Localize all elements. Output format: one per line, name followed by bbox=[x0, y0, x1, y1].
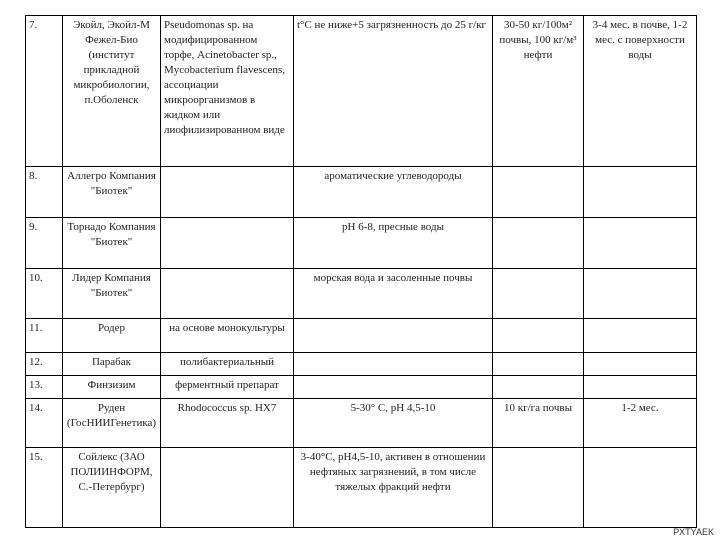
cell-org bbox=[161, 448, 294, 528]
cell-name: Финзизим bbox=[63, 376, 161, 399]
table-row bbox=[26, 319, 697, 353]
biopreparations-table bbox=[25, 15, 697, 528]
cell-time bbox=[584, 319, 697, 353]
cell-dose bbox=[493, 319, 584, 353]
cell-name: Сойлекс (ЗАО ПОЛИИНФОРМ, С.-Петербург) bbox=[63, 448, 161, 528]
cell-org: ферментный препарат bbox=[161, 376, 294, 399]
cell-num: 12. bbox=[26, 353, 63, 376]
cell-time bbox=[584, 376, 697, 399]
cell-num: 9. bbox=[26, 218, 63, 269]
cell-org: Rhodococcus sp. HX7 bbox=[161, 399, 294, 448]
cell-name: Парабак bbox=[63, 353, 161, 376]
cell-time bbox=[584, 269, 697, 319]
cell-dose bbox=[493, 376, 584, 399]
cell-cond: морская вода и засоленные почвы bbox=[294, 269, 493, 319]
cell-num: 10. bbox=[26, 269, 63, 319]
cell-time bbox=[584, 353, 697, 376]
cell-time: 1-2 мес. bbox=[584, 399, 697, 448]
cell-org: на основе монокультуры bbox=[161, 319, 294, 353]
cell-dose bbox=[493, 269, 584, 319]
cell-dose: 10 кг/га почвы bbox=[493, 399, 584, 448]
cell-cond: ароматические углеводороды bbox=[294, 167, 493, 218]
cell-dose bbox=[493, 218, 584, 269]
cell-num: 11. bbox=[26, 319, 63, 353]
cell-num: 15. bbox=[26, 448, 63, 528]
cell-org: Pseudomonas sp. на модифицированном торфе, Acinetobacter sp., Mycobacterium flavescens, ассоциации микроорганизмов в жидком или лиофилизированном виде bbox=[161, 16, 294, 167]
cell-dose bbox=[493, 353, 584, 376]
cell-dose bbox=[493, 448, 584, 528]
cell-org bbox=[161, 218, 294, 269]
cell-name: Торнадо Компания "Биотек" bbox=[63, 218, 161, 269]
cell-num: 13. bbox=[26, 376, 63, 399]
cell-name: Руден (ГосНИИГенетика) bbox=[63, 399, 161, 448]
cell-dose bbox=[493, 167, 584, 218]
cell-name: Аллегро Компания "Биотек" bbox=[63, 167, 161, 218]
cell-org bbox=[161, 167, 294, 218]
cell-time bbox=[584, 167, 697, 218]
cell-org: полибактериальный bbox=[161, 353, 294, 376]
cell-cond: 3-40°C, pH4,5-10, активен в отношении нефтяных загрязнений, в том числе тяжелых фракций нефти bbox=[294, 448, 493, 528]
table-row bbox=[26, 376, 697, 399]
cell-dose: 30-50 кг/100м² почвы, 100 кг/м³ нефти bbox=[493, 16, 584, 167]
cell-cond: 5-30° C, pH 4,5-10 bbox=[294, 399, 493, 448]
cell-name: Родер bbox=[63, 319, 161, 353]
cell-name: Экойл, Экойл-М Фежел-Био (институт прикладной микробиологии, п.Оболенск bbox=[63, 16, 161, 167]
cell-cond: pH 6-8, пресные воды bbox=[294, 218, 493, 269]
cell-num: 7. bbox=[26, 16, 63, 167]
cell-cond bbox=[294, 376, 493, 399]
watermark: PXTYAEK bbox=[673, 527, 714, 537]
cell-name: Лидер Компания "Биотек" bbox=[63, 269, 161, 319]
table-row bbox=[26, 399, 697, 448]
table-row bbox=[26, 448, 697, 528]
table-row bbox=[26, 167, 697, 218]
cell-num: 8. bbox=[26, 167, 63, 218]
cell-time bbox=[584, 218, 697, 269]
cell-num: 14. bbox=[26, 399, 63, 448]
cell-time: 3-4 мес. в почве, 1-2 мес. с поверхности воды bbox=[584, 16, 697, 167]
table-row bbox=[26, 16, 697, 167]
cell-time bbox=[584, 448, 697, 528]
cell-cond bbox=[294, 319, 493, 353]
cell-cond: t°C не ниже+5 загрязненность до 25 г/кг bbox=[294, 16, 493, 167]
table-row bbox=[26, 269, 697, 319]
cell-org bbox=[161, 269, 294, 319]
table-row bbox=[26, 353, 697, 376]
cell-cond bbox=[294, 353, 493, 376]
table-row bbox=[26, 218, 697, 269]
